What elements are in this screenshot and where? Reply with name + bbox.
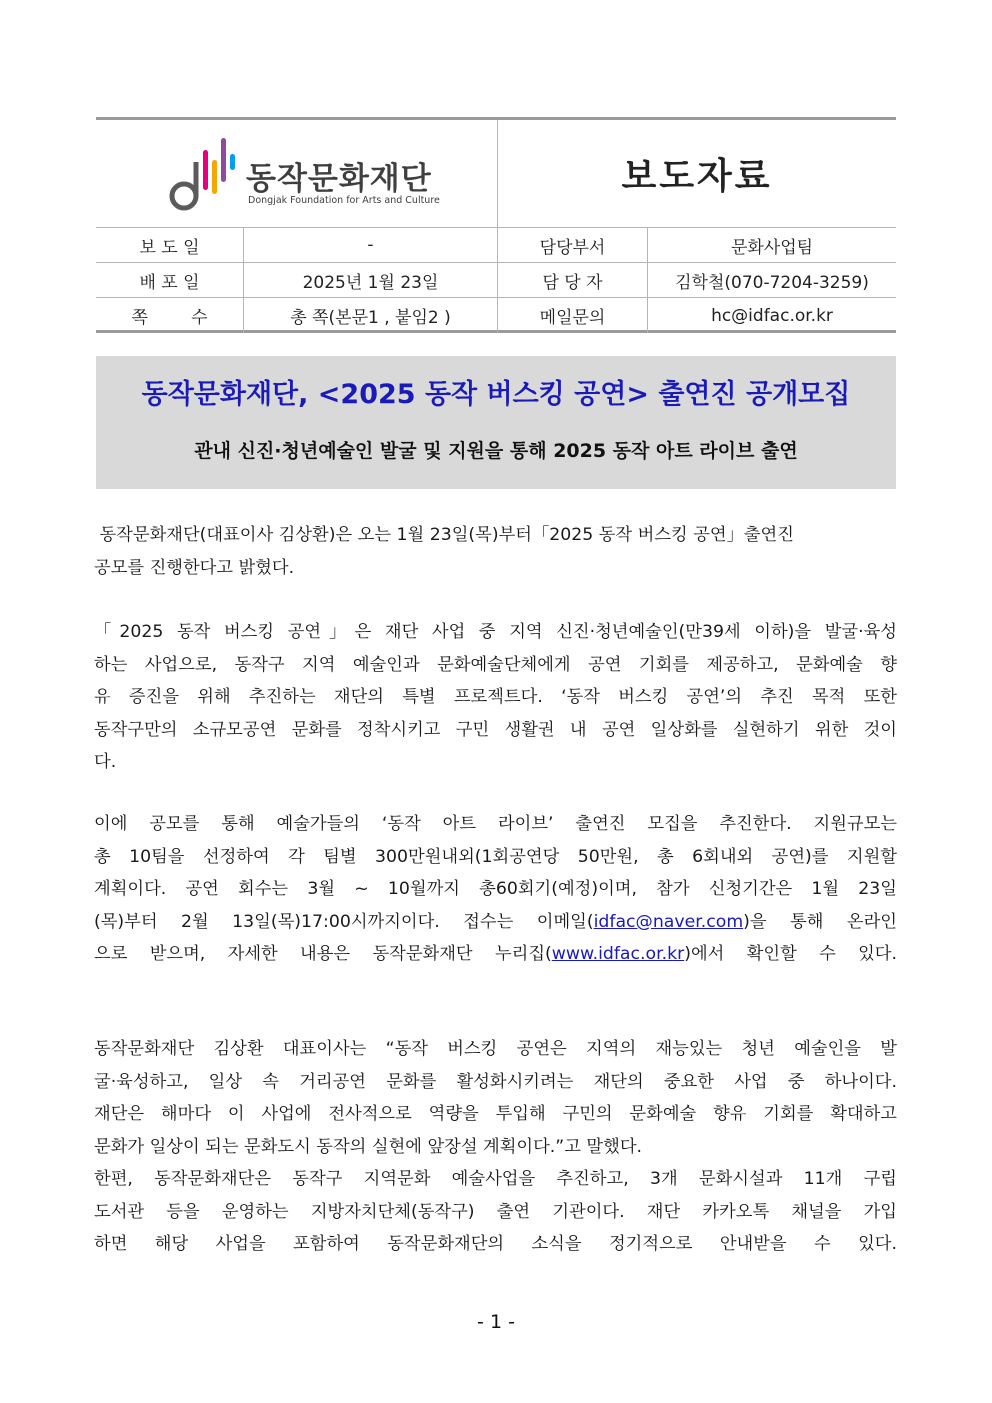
- value-distribution-date: 2025년 1월 23일: [244, 263, 498, 297]
- label-contact-person: 담 당 자: [498, 263, 648, 297]
- website-link[interactable]: www.idfac.or.kr: [551, 944, 685, 964]
- paragraph-line: 유 증진을 위해 추진하는 재단의 특별 프로젝트다. ‘동작 버스킹 공연’의 추진 목적 또한: [94, 687, 897, 707]
- paragraph-line: 하는 사업으로, 동작구 지역 예술인과 문화예술단체에게 공연 기회를 제공하고, 문화예술 향: [94, 654, 897, 675]
- paragraph-line: 문화가 일상이 되는 문화도시 동작의 실현에 앞장설 계획이다.”고 말했다.: [94, 1136, 643, 1157]
- paragraph-text: 으로 받으며, 자세한 내용은 동작문화재단 누리집(: [94, 944, 552, 964]
- paragraph-line: 「2025 동작 버스킹 공연」은 재단 사업 중 지역 신진·청년예술인(만39세 이하)을 발굴·육성: [94, 622, 897, 642]
- label-email-inquiry: 메일문의: [498, 298, 648, 333]
- paragraph-text: (목)부터 2월 13일(목)17:00시까지이다. 접수는 이메일(: [94, 911, 594, 932]
- body-paragraph-3: [94, 808, 897, 971]
- headline-subtitle: 관내 신진·청년예술인 발굴 및 지원을 통해 2025 동작 아트 라이브 출연: [194, 440, 798, 462]
- paragraph-line: 동작문화재단(대표이사 김상환)은 오는 1월 23일(목)부터「2025 동작 버스킹 공연」출연진: [94, 525, 794, 545]
- header-row-distribution-date: [96, 263, 896, 298]
- page-number: - 1 -: [477, 1311, 515, 1333]
- paragraph-line: 이에 공모를 통해 예술가들의 ‘동작 아트 라이브’ 출연진 모집을 추진한다. 지원규모는: [94, 814, 897, 834]
- logo-name-korean: 동작문화재단: [246, 161, 432, 197]
- body-paragraph-1: [94, 519, 897, 584]
- label-distribution-date: 배 포 일: [96, 263, 244, 297]
- value-release-date: -: [244, 228, 498, 262]
- paragraph-line: [94, 906, 897, 939]
- value-department: 문화사업팀: [730, 237, 814, 258]
- paragraph-line: 하면 해당 사업을 포함하여 동작문화재단의 소식을 정기적으로 안내받을 수 있다.: [94, 1234, 897, 1254]
- value-page-count: 총 쪽(본문1 , 붙임2 ): [244, 298, 498, 333]
- paragraph-line: 한편, 동작문화재단은 동작구 지역문화 예술사업을 추진하고, 3개 문화시설과 11개 구립: [94, 1169, 897, 1189]
- paragraph-line: 재단은 해마다 이 사업에 전사적으로 역량을 투입해 구민의 문화예술 향유 기회를 확대하고: [94, 1104, 897, 1124]
- paragraph-line: 계획이다. 공연 회수는 3월 ~ 10월까지 총60회기(예정)이며, 참가 신청기간은 1월 23일: [94, 879, 897, 899]
- document-type-title: 보도자료: [621, 156, 773, 197]
- value-contact-person: 김학철(070-7204-3259): [675, 272, 869, 293]
- logo-name-english: Dongjak Foundation for Arts and Culture: [248, 195, 440, 206]
- body-paragraph-4: [94, 1033, 897, 1261]
- label-page-count: 쪽 수: [96, 298, 244, 333]
- foundation-logo-icon: [164, 136, 244, 216]
- paragraph-text: )을 통해 온라인: [743, 911, 897, 932]
- paragraph-line: 동작구만의 소규모공연 문화를 정착시키고 구민 생활권 내 공연 일상화를 실현하기 위한 것이: [94, 719, 897, 740]
- paragraph-line: 총 10팀을 선정하여 각 팀별 300만원내외(1회공연당 50만원, 총 6회내외 공연)를 지원할: [94, 846, 897, 867]
- paragraph-line: 굴·육성하고, 일상 속 거리공연 문화를 활성화시키려는 재단의 중요한 사업 중 하나이다.: [94, 1071, 897, 1092]
- label-department: 담당부서: [498, 228, 648, 262]
- header-row-release-date: [96, 227, 896, 263]
- paragraph-line: 동작문화재단 김상환 대표이사는 “동작 버스킹 공연은 지역의 재능있는 청년 예술인을 발: [94, 1039, 897, 1059]
- paragraph-text: )에서 확인할 수 있다.: [684, 944, 897, 964]
- header-row-pages: [96, 298, 896, 333]
- paragraph-line: [94, 938, 897, 971]
- headline-title: 동작문화재단, <2025 동작 버스킹 공연> 출연진 공개모집: [141, 379, 851, 410]
- headline-banner: [96, 356, 896, 489]
- press-release-header-table: [96, 117, 896, 333]
- paragraph-line: 도서관 등을 운영하는 지방자치단체(동작구) 출연 기관이다. 재단 카카오톡 채널을 가입: [94, 1201, 897, 1222]
- email-link[interactable]: idfac@naver.com: [593, 911, 744, 932]
- label-release-date: 보 도 일: [96, 228, 244, 262]
- value-email-inquiry: hc@idfac.or.kr: [711, 305, 833, 326]
- logo-cell: [96, 120, 498, 227]
- paragraph-line: 공모를 진행한다고 밝혔다.: [94, 557, 295, 578]
- body-paragraph-2: [94, 616, 897, 779]
- paragraph-line: 다.: [94, 752, 117, 772]
